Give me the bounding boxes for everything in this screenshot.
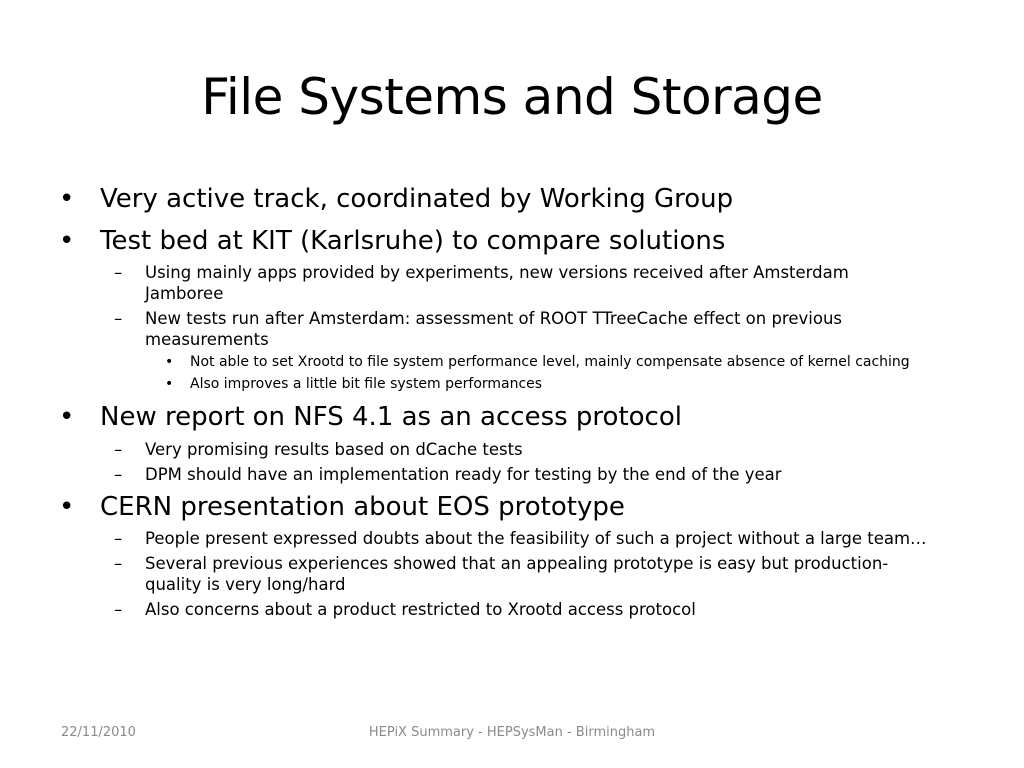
bullet-item-l3 (165, 353, 910, 372)
bullet-item-l3 (165, 375, 543, 394)
bullet-text: New report on NFS 4.1 as an access protocol (100, 402, 682, 432)
dash-icon: – (114, 309, 123, 328)
bullet-text: Very promising results based on dCache tests (145, 440, 523, 459)
bullet-text: Using mainly apps provided by experiments, new versions received after Amsterdam (145, 263, 849, 282)
bullet-text: People present expressed doubts about the feasibility of such a project without a large team… (145, 529, 927, 548)
bullet-text-continuation: quality is very long/hard (145, 575, 346, 594)
bullet-icon: • (59, 184, 75, 214)
bullet-item-l2 (114, 599, 696, 620)
bullet-text: Very active track, coordinated by Working Group (100, 184, 734, 214)
bullet-icon: • (165, 354, 174, 370)
bullet-icon: • (165, 376, 174, 392)
bullet-text: Test bed at KIT (Karlsruhe) to compare solutions (100, 226, 726, 256)
bullet-item-l2 (114, 308, 842, 350)
bullet-text: Also improves a little bit file system performances (190, 376, 543, 392)
bullet-text: DPM should have an implementation ready for testing by the end of the year (145, 465, 782, 484)
bullet-text: Also concerns about a product restricted to Xrootd access protocol (145, 600, 696, 619)
dash-icon: – (114, 554, 123, 573)
bullet-item-l1 (59, 182, 734, 216)
bullet-item-l2 (114, 553, 889, 595)
bullet-text-continuation: measurements (145, 330, 269, 349)
bullet-text: Several previous experiences showed that an appealing prototype is easy but production- (145, 554, 889, 573)
bullet-item-l2 (114, 439, 523, 460)
bullet-item-l1 (59, 400, 682, 434)
bullet-text: New tests run after Amsterdam: assessment of ROOT TTreeCache effect on previous (145, 309, 842, 328)
bullet-text-continuation: Jamboree (145, 284, 224, 303)
bullet-text: Not able to set Xrootd to file system performance level, mainly compensate absence of kernel caching (190, 354, 910, 370)
bullet-item-l2 (114, 464, 782, 485)
bullet-item-l2 (114, 262, 849, 304)
dash-icon: – (114, 263, 123, 282)
footer-center-text: HEPiX Summary - HEPSysMan - Birmingham (368, 725, 656, 740)
dash-icon: – (114, 600, 123, 619)
dash-icon: – (114, 465, 123, 484)
bullet-item-l1 (59, 224, 726, 258)
bullet-text: CERN presentation about EOS prototype (100, 492, 625, 522)
footer-date: 22/11/2010 (61, 725, 136, 740)
bullet-icon: • (59, 226, 75, 256)
bullet-icon: • (59, 402, 75, 432)
bullet-icon: • (59, 492, 75, 522)
bullet-item-l1 (59, 490, 625, 524)
dash-icon: – (114, 529, 123, 548)
dash-icon: – (114, 440, 123, 459)
bullet-item-l2 (114, 528, 927, 549)
slide-title: File Systems and Storage (201, 68, 823, 126)
